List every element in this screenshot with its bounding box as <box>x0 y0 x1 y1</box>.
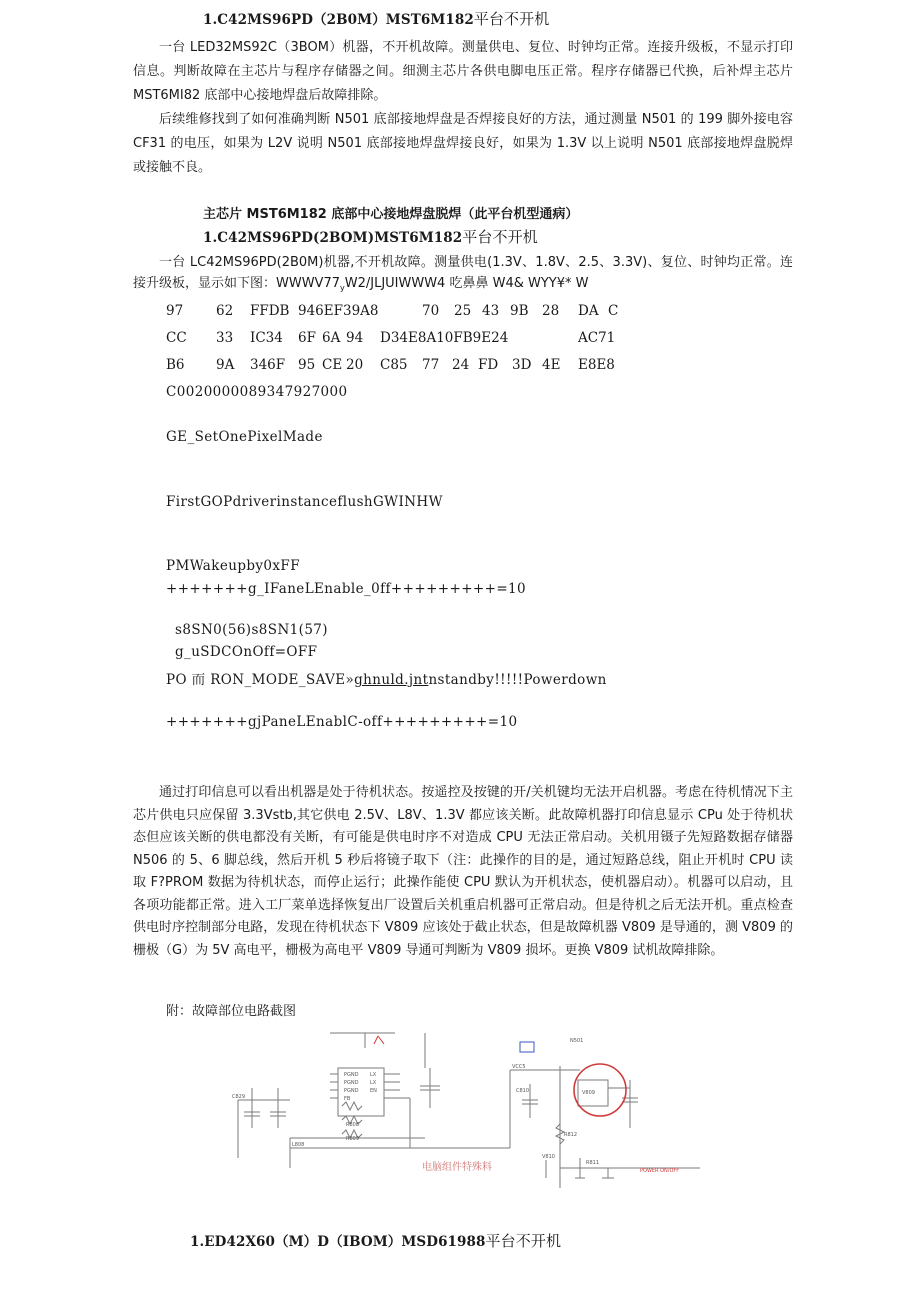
circuit-label-c810: C810 <box>516 1088 530 1094</box>
log-line-8-a: PO 而 RON_MODE_SAVE» <box>166 672 355 688</box>
log-line-6: s8SN0(56)s8SN1(57) <box>175 622 328 638</box>
section1-summary: 主芯片 MST6M182 底部中心接地焊盘脱焊（此平台机型通病） <box>203 207 579 222</box>
log-line-2: GE_SetOnePixelMade <box>166 429 323 445</box>
log-line-1: C0020000089347927000 <box>166 384 348 400</box>
hex-cell: AC71 <box>578 330 616 346</box>
log-line-4: PMWakeupby0xFF <box>166 558 300 574</box>
circuit-diagram <box>230 1028 700 1193</box>
hex-cell: FD <box>478 357 499 373</box>
hex-cell: 3D <box>512 357 532 373</box>
circuit-label-v809: V809 <box>582 1090 595 1096</box>
analysis-text: 通过打印信息可以看出机器是处于待机状态。按遥控及按键的开/关机键均无法开启机器。考虑在待机情况下主芯片供电只应保留 3.3Vstb,其它供电 2.5V、L8V、1.3V 都应该关断。此故障机器打印信息显示 CPu 处于待机状态但应该关断的供电都没有关断，有可能是供电时序不对造成 CPU 无法正常启动。关机用镊子先短路数据存储器 N506 的 5、6 脚总线，然后开机 5 秒后将镜子取下（注：此操作的目的是，通过短路总线，阻止开机时 CPU 读取 F?PROM 数据为待机状态，而停止运行；此操作能使 CPU 默认为开机状态，使机器启动）。机器可以启动，且各项功能都正常。进入工厂菜单选择恢复出厂设置后关机重启机器可正常启动。但是待机之后无法开机。重点检查供电时序控制部分电路，发现在待机状态下 V809 应该处于截止状态，但是故障机器 V809 是导通的，测 V809 的栅极（G）为 5V 高电平，栅极为高电平 V809 导通可判断为 V809 损坏。更换 V809 试机故障排除。 <box>133 785 793 958</box>
section2-title-cn: 平台不开机 <box>462 228 538 246</box>
circuit-watermark: 电脑组件特殊料 <box>422 1162 492 1173</box>
circuit-label-l808: L808 <box>292 1142 305 1148</box>
section2-intro-main: 一台 LC42MS96PD(2B0M)机器,不开机故障。测量供电(1.3V、1.8V、2.5、3.3V)、复位、时钟均正常。连接升级板，显示如下图：WWWV77 <box>133 255 793 291</box>
hex-cell: 946EF39A8 <box>298 303 379 319</box>
svg-text:PGND: PGND <box>344 1080 359 1086</box>
hex-cell: 9B <box>510 303 529 319</box>
section1-para1: 一台 LED32MS92C（3BOM）机器，不开机故障。测量供电、复位、时钟均正常。连接升级板，不显示打印信息。判断故障在主芯片与程序存储器之间。细测主芯片各供电脚电压正常。程序存储器已代换，后补焊主芯片 MST6MI82 底部中心接地焊盘后故障排除。 <box>133 40 793 103</box>
circuit-label-vcc: VCC5 <box>512 1064 526 1070</box>
section2-intro-sub: y <box>340 283 345 293</box>
hex-cell: 62 <box>216 303 234 319</box>
hex-cell: 9A <box>216 357 235 373</box>
section2-intro-tail: W2/JLJUIWWW4 吃鼻鼻 W4& WYY¥* W <box>344 276 589 291</box>
attachment-caption: 附：故障部位电路截图 <box>166 1004 297 1019</box>
hex-cell: CC <box>166 330 187 346</box>
log-line-9: +++++++gjPaneLEnablC-off+++++++++=10 <box>166 714 518 730</box>
svg-text:PGND: PGND <box>344 1072 359 1078</box>
hex-cell: 94 <box>346 330 364 346</box>
hex-cell: 25 <box>454 303 472 319</box>
circuit-label-r809: R809 <box>346 1136 360 1142</box>
log-line-8-c: nstandby!!!!!Powerdown <box>428 672 607 688</box>
hex-cell: 70 <box>422 303 440 319</box>
hex-cell: 95 <box>298 357 316 373</box>
svg-text:FB: FB <box>344 1096 351 1102</box>
hex-cell: 43 <box>482 303 500 319</box>
svg-text:LX: LX <box>370 1072 377 1078</box>
hex-cell: 6A <box>322 330 341 346</box>
hex-cell: 4E <box>542 357 561 373</box>
analysis-paragraph <box>133 782 793 962</box>
circuit-label-v810: V810 <box>542 1154 555 1160</box>
section3-title <box>190 1230 561 1251</box>
section2-intro <box>133 252 793 299</box>
circuit-label-r812: R812 <box>564 1132 578 1138</box>
log-line-7: g_uSDCOnOff=OFF <box>175 644 318 660</box>
hex-cell: 346F <box>250 357 286 373</box>
hex-cell: FFDB <box>250 303 290 319</box>
svg-text:PGND: PGND <box>344 1088 359 1094</box>
hex-cell: 33 <box>216 330 234 346</box>
section2-title <box>203 226 538 247</box>
hex-cell: 77 <box>422 357 440 373</box>
section2-title-text: 1.C42MS96PD(2BOM)MST6M182 <box>203 230 463 246</box>
hex-cell: 20 <box>346 357 364 373</box>
hex-cell: DA <box>578 303 599 319</box>
section3-title-cn: 平台不开机 <box>485 1232 562 1250</box>
section1-body <box>133 36 793 180</box>
section1-title-text: 1.C42MS96PD（2B0M）MST6M182 <box>203 12 474 28</box>
circuit-label-r808: R808 <box>346 1122 360 1128</box>
hex-cell: CE <box>322 357 343 373</box>
hex-cell: 6F <box>298 330 316 346</box>
hex-cell: 24 <box>452 357 470 373</box>
log-line-5: +++++++g_IFaneLEnable_0ff+++++++++=10 <box>166 581 527 597</box>
svg-text:LX: LX <box>370 1080 377 1086</box>
circuit-label-power: POWER ON/OFF <box>640 1168 680 1174</box>
svg-text:EN: EN <box>370 1088 377 1094</box>
hex-cell: C85 <box>380 357 408 373</box>
section3-title-text: 1.ED42X60（M）D（IBOM）MSD61988 <box>190 1234 486 1250</box>
hex-cell: D34E8A10FB9E24 <box>380 330 509 346</box>
section1-para2: 后续维修找到了如何准确判断 N501 底部接地焊盘是否焊接良好的方法，通过测量 N501 的 199 脚外接电容 CF31 的电压，如果为 L2V 说明 N501 底部接地焊盘焊接良好，如果为 1.3V 以上说明 N501 底部接地焊盘脱焊或接触不良。 <box>133 112 793 175</box>
hex-cell: E8E8 <box>578 357 615 373</box>
circuit-label-c829: C829 <box>232 1094 246 1100</box>
hex-cell: B6 <box>166 357 185 373</box>
circuit-label-r811: R811 <box>586 1160 600 1166</box>
circuit-label-n501: N501 <box>570 1038 584 1044</box>
section1-title <box>203 8 549 29</box>
hex-cell: IC34 <box>250 330 283 346</box>
log-line-8-link: ghnuld.jnt <box>354 672 429 688</box>
section2-intro-text <box>133 252 793 299</box>
hex-cell: 28 <box>542 303 560 319</box>
hex-cell: C <box>608 303 619 319</box>
section1-title-cn: 平台不开机 <box>473 10 550 28</box>
log-line-3: FirstGOPdriverinstanceflushGWINHW <box>166 494 443 510</box>
log-line-8 <box>166 668 607 688</box>
hex-cell: 97 <box>166 303 184 319</box>
